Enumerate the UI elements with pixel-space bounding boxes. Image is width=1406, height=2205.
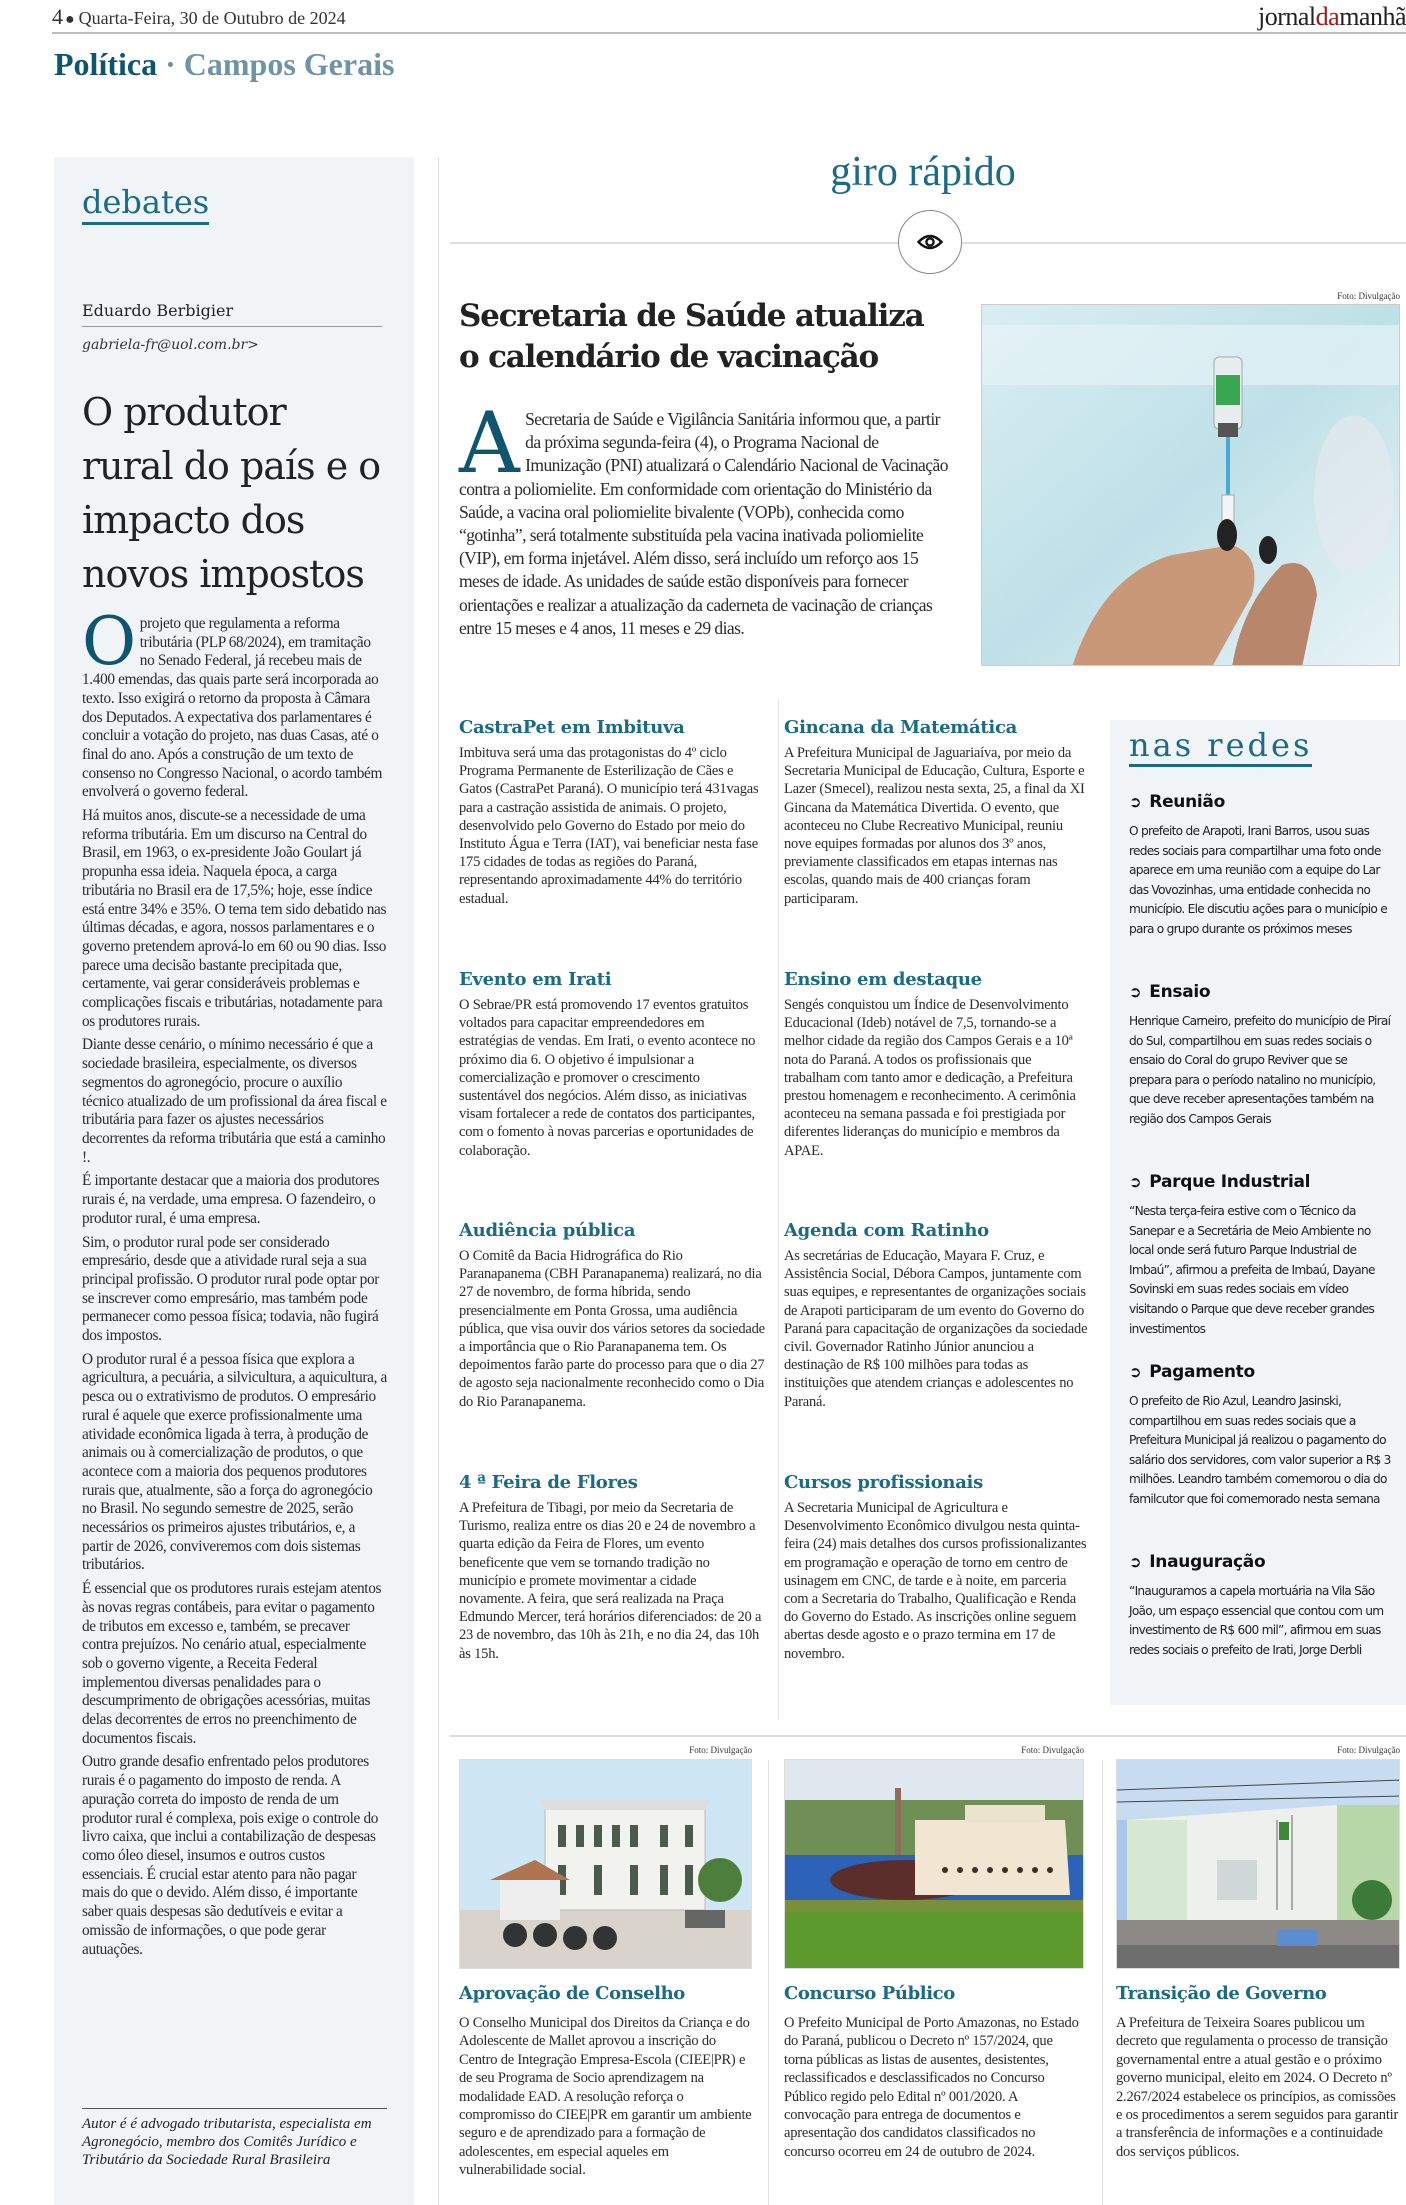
story-body: O Conselho Municipal dos Direitos da Criança e do Adolescente de Mallet aprovou a inscrição do Centro de Integração Empresa-Escola (CIEE|PR) e de seu Programa de Socio aprendizagem na modalidade EAD. A resolução reforça o compromisso do CIEE|PR em garantir um ambiente seguro e de aprendizado para a formação de adolescentes, em especial aqueles em vulnerabilidade social. [459,2015,752,2179]
redes-item [1129,792,1391,940]
column-divider [1102,1760,1103,2205]
brief-body: A Prefeitura de Tibagi, por meio da Secretaria de Turismo, realiza entre os dias 20 e 24 de novembro a quarta edição da Feira de Flores, um evento beneficente que vem se tornando tradição no município e promete movimentar a cidade novamente. A feira, que será realizada na Praça Edmundo Mercer, terá horários diferenciados: de 20 a 23 de novembro, das 10h às 21h, e no dia 24, das 10h às 15h. [459,1500,762,1662]
redes-item [1129,1362,1391,1510]
story-body: A Prefeitura de Teixeira Soares publicou um decreto que regulamenta o processo de transição governamental entre a atual gestão e o próximo governo municipal, eleito em 2024. O Decreto nº 2.267/2024 estabelece os princípios, as comissões e os procedimentos a serem seguidos para garantir a transferência de informações e a continuidade dos serviços públicos. [1116,2015,1399,2160]
debates-column [54,157,414,2205]
bottom-story [784,1745,1084,2161]
redes-item-body: Henrique Carneiro, prefeito do município de Piraí do Sul, compartilhou em suas redes sociais o ensaio do Coral do grupo Reviver que se prepara para o período natalino no município, que deve receber apresentações também na região dos Campos Gerais [1129,1014,1391,1126]
lead-text: Secretaria de Saúde e Vigilância Sanitária informou que, a partir da próxima segunda-feira (4), o Programa Nacional de Imunização (PNI) atualizará o Calendário Nacional de Vacinação contra a poliomielite. Em conformidade com orientação do Ministério da Saúde, a vacina oral poliomielite bivalente (VOPb), conhecida como “gotinha”, será totalmente substituída pela vacina inativada poliomielite (VIP), em forma injetável. Além disso, será incluído um reforço aos 15 meses de idade. As unidades de saúde estão disponíveis para fornecer orientações e realizar a atualização da caderneta de vacinação de crianças entre 15 meses e 4 anos, 11 meses e 29 dias. [459,409,948,638]
logo-part-manha: manhã [1339,2,1406,31]
brief-story [784,717,1090,908]
monument-photo [784,1759,1084,1969]
opinion-paragraph: Diante desse cenário, o mínimo necessário é que a sociedade brasileira, especialmente, os diversos segmentos do agronegócio, procure o auxílio técnico atualizado de um profissional da área fiscal e tributária para fazer os ajustes necessários decorrentes da reforma tributária que está a caminho !. [82,1036,387,1166]
page-number-date [52,4,346,30]
brief-story [459,1472,765,1663]
divider-line [450,1735,1406,1737]
section-main: Política [54,46,158,82]
redes-item [1129,1172,1391,1339]
brief-title: Gincana da Matemática [784,717,1017,738]
brief-title: 4 ª Feira de Flores [459,1472,638,1493]
nas-redes-label: nas redes [1129,728,1312,767]
author-email[interactable]: gabriela-fr@uol.com.br> [82,337,259,353]
logo-part-jornal: jornal [1257,2,1316,31]
vaccine-photo [981,304,1400,666]
arrow-right-icon: ➲ [1129,983,1142,1001]
story-title: Transição de Governo [1116,1983,1327,2004]
redes-item-title: Parque Industrial [1149,1172,1311,1192]
bottom-story [459,1745,752,2180]
opinion-paragraph: O produtor rural é a pessoa física que explora a agricultura, a pecuária, a silvicultura, a aquicultura, a pesca ou o extrativismo de produtos. O empresário rural é aquele que exerce profissionalmente uma atividade econômica ligada à terra, à produção de animais ou à comercialização de produtos, o que acontece com a maioria dos pequenos produtores rurais que, atualmente, são a força do agronegócio no Brasil. No segundo semestre de 2025, serão necessários os primeiros ajustes tributários, e, a partir de 2026, conviveremos com dois sistemas tributários. [82,1350,387,1574]
debates-label: debates [82,185,209,225]
brief-story [459,969,765,1160]
giro-rapido-label: giro rápido [830,149,1016,195]
brief-body: O Sebrae/PR está promovendo 17 eventos gratuitos voltados para capacitar empreendedores em estratégias de vendas. Em Irati, o evento acontece no próximo dia 6. O objetivo é impulsionar a comercialização e promover o crescimento sustentável dos negócios. Além disso, as iniciativas visam fortalecer a rede de contatos dos participantes, com o fomento à novas parcerias e oportunidades de colaboração. [459,997,756,1159]
redes-item-title: Pagamento [1149,1362,1255,1382]
page-header [52,0,1406,34]
redes-item-title: Reunião [1149,792,1225,812]
arrow-right-icon: ➲ [1129,793,1142,811]
opinion-paragraph [82,603,387,802]
column-divider [778,700,779,1720]
brief-title: Evento em Irati [459,969,612,990]
redes-item-body: O prefeito de Arapoti, Irani Barros, usou suas redes sociais para compartilhar uma foto onde aparece em uma reunião com a equipe do Lar das Vovozinhas, uma entidade conhecida no município. Ele discutiu ações para o município e para o grupo durante os próximos meses [1129,824,1388,936]
brief-story [784,1472,1090,1663]
opinion-paragraph: Outro grande desafio enfrentado pelos produtores rurais é o pagamento do imposto de renda. A apuração correta do imposto de renda de um produtor rural é complexa, pois exige o controle do livro caixa, que inclui a contabilização de despesas como óleo diesel, insumos e outros custos essenciais. É crucial estar atento para não pagar mais do que o devido. Além disso, é importante saber quais despesas são dedutíveis e evitar a omissão de informações, o que pode gerar autuações. [82,1753,379,1958]
newspaper-logo[interactable] [1258,2,1406,32]
author-bio: Autor é é advogado tributarista, especialista em Agronegócio, membro dos Comitês Jurídico e Tributário da Sociedade Rural Brasileira [82,2108,387,2169]
arrow-right-icon: ➲ [1129,1173,1142,1191]
brief-body: Sengés conquistou um Índice de Desenvolvimento Educacional (Ideb) notável de 7,5, tornando-se a melhor cidade da região dos Campos Gerais e a 10ª nota do Paraná. A todos os profissionais que trabalham com tanto amor e dedicação, a Prefeitura prestou homenagem e reconhecimento. A cerimônia aconteceu na semana passada e foi prestigiada por diferentes lideranças do município e membros da APAE. [784,997,1076,1159]
opinion-body [82,603,387,1964]
brief-title: Agenda com Ratinho [784,1220,989,1241]
redes-item [1129,982,1391,1130]
brief-body: Imbituva será uma das protagonistas do 4º ciclo Programa Permanente de Esterilização de Cães e Gatos (CastraPet Paraná). O município terá 431vagas para a castração assistida de animais. O projeto, desenvolvido pelo Governo do Estado por meio do Instituto Água e Terra (IAT), vai beneficiar nesta fase 175 cidades de todas as regiões do Paraná, representando aproximadamente 44% do território estadual. [459,745,759,907]
section-separator: · [165,46,176,82]
redes-item [1129,1552,1391,1660]
bottom-story [1116,1745,1400,2161]
eye-icon [898,210,962,274]
paragraph-text: projeto que regulamenta a reforma tributária (PLP 68/2024), em tramitação no Senado Federal, já recebeu mais de 1.400 emendas, das quais parte será incorporada ao texto. Isso exigirá o retorno da proposta à Câmara dos Deputados. A expectativa dos parlamentares é concluir a votação do projeto, nas duas Casas, até o final do ano. Após a construção de um texto de consenso no Congresso Nacional, o acordo também envolverá o governo federal. [82,615,383,801]
opinion-paragraph: Sim, o produtor rural pode ser considerado empresário, desde que a atividade rural seja a sua principal profissão. O produtor rural pode optar por se inscrever como empresário, mas também pode permanecer como pessoa física; todavia, não fugirá dos impostos. [82,1233,379,1345]
brief-body: A Prefeitura Municipal de Jaguariaíva, por meio da Secretaria Municipal de Educação, Cultura, Esporte e Lazer (Smecel), realizou nesta sexta, 25, a final da XI Gincana da Matemática Divertida. O evento, que aconteceu no Clube Recreativo Municipal, reuniu nove equipes formadas por alunos dos 3º anos, previamente classificados em etapas internas nas escolas, quando mais de 400 crianças foram participaram. [784,745,1085,907]
brief-body: A Secretaria Municipal de Agricultura e Desenvolvimento Econômico divulgou nesta quinta-feira (24) mais detalhes dos cursos profissionalizantes em programação e operação de torno em centro de usinagem em CNC, de tarde e à noite, em parceria com a Secretaria do Trabalho, Qualificação e Renda do Governo do Estado. As inscrições online seguem abertas desde agosto e o prazo termina em 17 de novembro. [784,1500,1087,1662]
column-divider [768,1760,769,2205]
drop-cap: O [82,603,136,680]
story-title: Aprovação de Conselho [459,1983,685,2004]
opinion-paragraph: Há muitos anos, discute-se a necessidade de uma reforma tributária. Em um discurso na Central do Brasil, em 1963, o ex-presidente João Goulart já propunha essa ideia. Naquela época, a carga tributária no Brasil era de 17,5%; hoje, esse índice está entre 34% e 35%. O tema tem sido debatido nas últimas décadas, e agora, nossos parlamentares e o governo pretendem aprová-lo em 60 ou 90 dias. Isso parece uma decisão bastante precipitada que, certamente, vai gerar consideráveis problemas e complicações fiscais e tributárias, notadamente para os produtores rurais. [82,807,387,1030]
brief-body: As secretárias de Educação, Mayara F. Cruz, e Assistência Social, Débora Campos, juntamente com suas equipes, e representantes de organizações sociais de Arapoti participaram de um evento do Governo do Paraná para capacitação de organizações da sociedade civil. Governador Ratinho Júnior anunciou a destinação de R$ 100 milhões para todas as instituições que atendem crianças e adolescentes no Paraná. [784,1248,1088,1410]
brief-story [459,717,765,908]
photo-credit: Foto: Divulgação [1337,1745,1400,1755]
nas-redes-panel [1110,720,1406,1705]
author-name: Eduardo Berbigier [82,301,382,327]
story-title: Concurso Público [784,1983,955,2004]
brief-title: Audiência pública [459,1220,636,1241]
column-divider [438,157,439,2205]
bullet-icon: ● [65,11,75,28]
section-sub: Campos Gerais [183,46,395,82]
opinion-paragraph: É essencial que os produtores rurais estejam atentos às novas regras contábeis, para evitar o pagamento de tributos em excesso e, também, se precaver contra prejuízos. No cenário atual, especialmente sob o governo vigente, a Receita Federal implementou diversas penalidades para o descumprimento de obrigações acessórias, muitas delas decorrentes de erros no preenchimento de documentos fiscais. [82,1580,382,1747]
lead-headline: Secretaria de Saúde atualiza o calendário de vacinação [459,298,924,375]
city-hall-photo [1116,1759,1400,1969]
brief-title: CastraPet em Imbituva [459,717,685,738]
brief-story [459,1220,765,1411]
opinion-title: O produtor rural do país e o impacto dos novos impostos [82,390,381,596]
arrow-right-icon: ➲ [1129,1363,1142,1381]
section-title [54,46,394,83]
edition-date: Quarta-Feira, 30 de Outubro de 2024 [78,8,346,28]
photo-credit: Foto: Divulgação [1337,291,1400,301]
drop-cap: A [459,394,520,492]
brief-story [784,969,1090,1160]
redes-item-body: “Inauguramos a capela mortuária na Vila São João, um espaço essencial que contou com um investimento de R$ 600 mil”, afirmou em suas redes sociais o prefeito de Irati, Jorge Derbli [1129,1584,1384,1657]
photo-credit: Foto: Divulgação [689,1745,752,1755]
logo-part-da: da [1315,2,1340,31]
arrow-right-icon: ➲ [1129,1553,1142,1571]
redes-item-title: Ensaio [1149,982,1211,1002]
lead-body [459,394,949,640]
brief-story [784,1220,1090,1411]
redes-item-title: Inauguração [1149,1552,1266,1572]
photo-credit: Foto: Divulgação [1021,1745,1084,1755]
brief-title: Cursos profissionais [784,1472,983,1493]
story-body: O Prefeito Municipal de Porto Amazonas, no Estado do Paraná, publicou o Decreto nº 157/2024, que torna públicas as listas de ausentes, desistentes, reclassificados e desclassificados no Concurso Público regido pelo Edital nº 001/2020. A convocação para entrega de documentos e apresentação dos candidatos classificados no concurso ocorreu em 24 de outubro de 2024. [784,2015,1079,2160]
page-number: 4 [52,4,63,29]
redes-item-body: O prefeito de Rio Azul, Leandro Jasinski, compartilhou em suas redes sociais que a Prefeitura Municipal já realizou o pagamento do salário dos servidores, com valor superior a R$ 3 milhões. Leandro também comemorou o dia do familcutor que foi comemorado nesta semana [1129,1394,1391,1506]
redes-item-body: “Nesta terça-feira estive com o Técnico da Sanepar e a Secretária de Meio Ambiente no local onde será futuro Parque Industrial de Imbaú”, afirmou a prefeita de Imbaú, Dayane Sovinski em suas redes sociais em vídeo visitando o Parque que deve receber grandes investimentos [1129,1204,1375,1336]
brief-title: Ensino em destaque [784,969,982,990]
building-photo [459,1759,752,1969]
opinion-paragraph: É importante destacar que a maioria dos produtores rurais é, na verdade, uma empresa. O fazendeiro, o produtor rural, é uma empresa. [82,1172,380,1227]
brief-body: O Comitê da Bacia Hidrográfica do Rio Paranapanema (CBH Paranapanema) realizará, no dia 27 de novembro, de forma híbrida, sendo presencialmente em Ponta Grossa, uma audiência pública, que visa ouvir dos vários setores da sociedade a importância que o Rio Paranapanema tem. Os depoimentos farão parte do processo para que o dia 27 de agosto seja nacionalmente reconhecido como o Dia do Rio Paranapanema. [459,1248,765,1410]
